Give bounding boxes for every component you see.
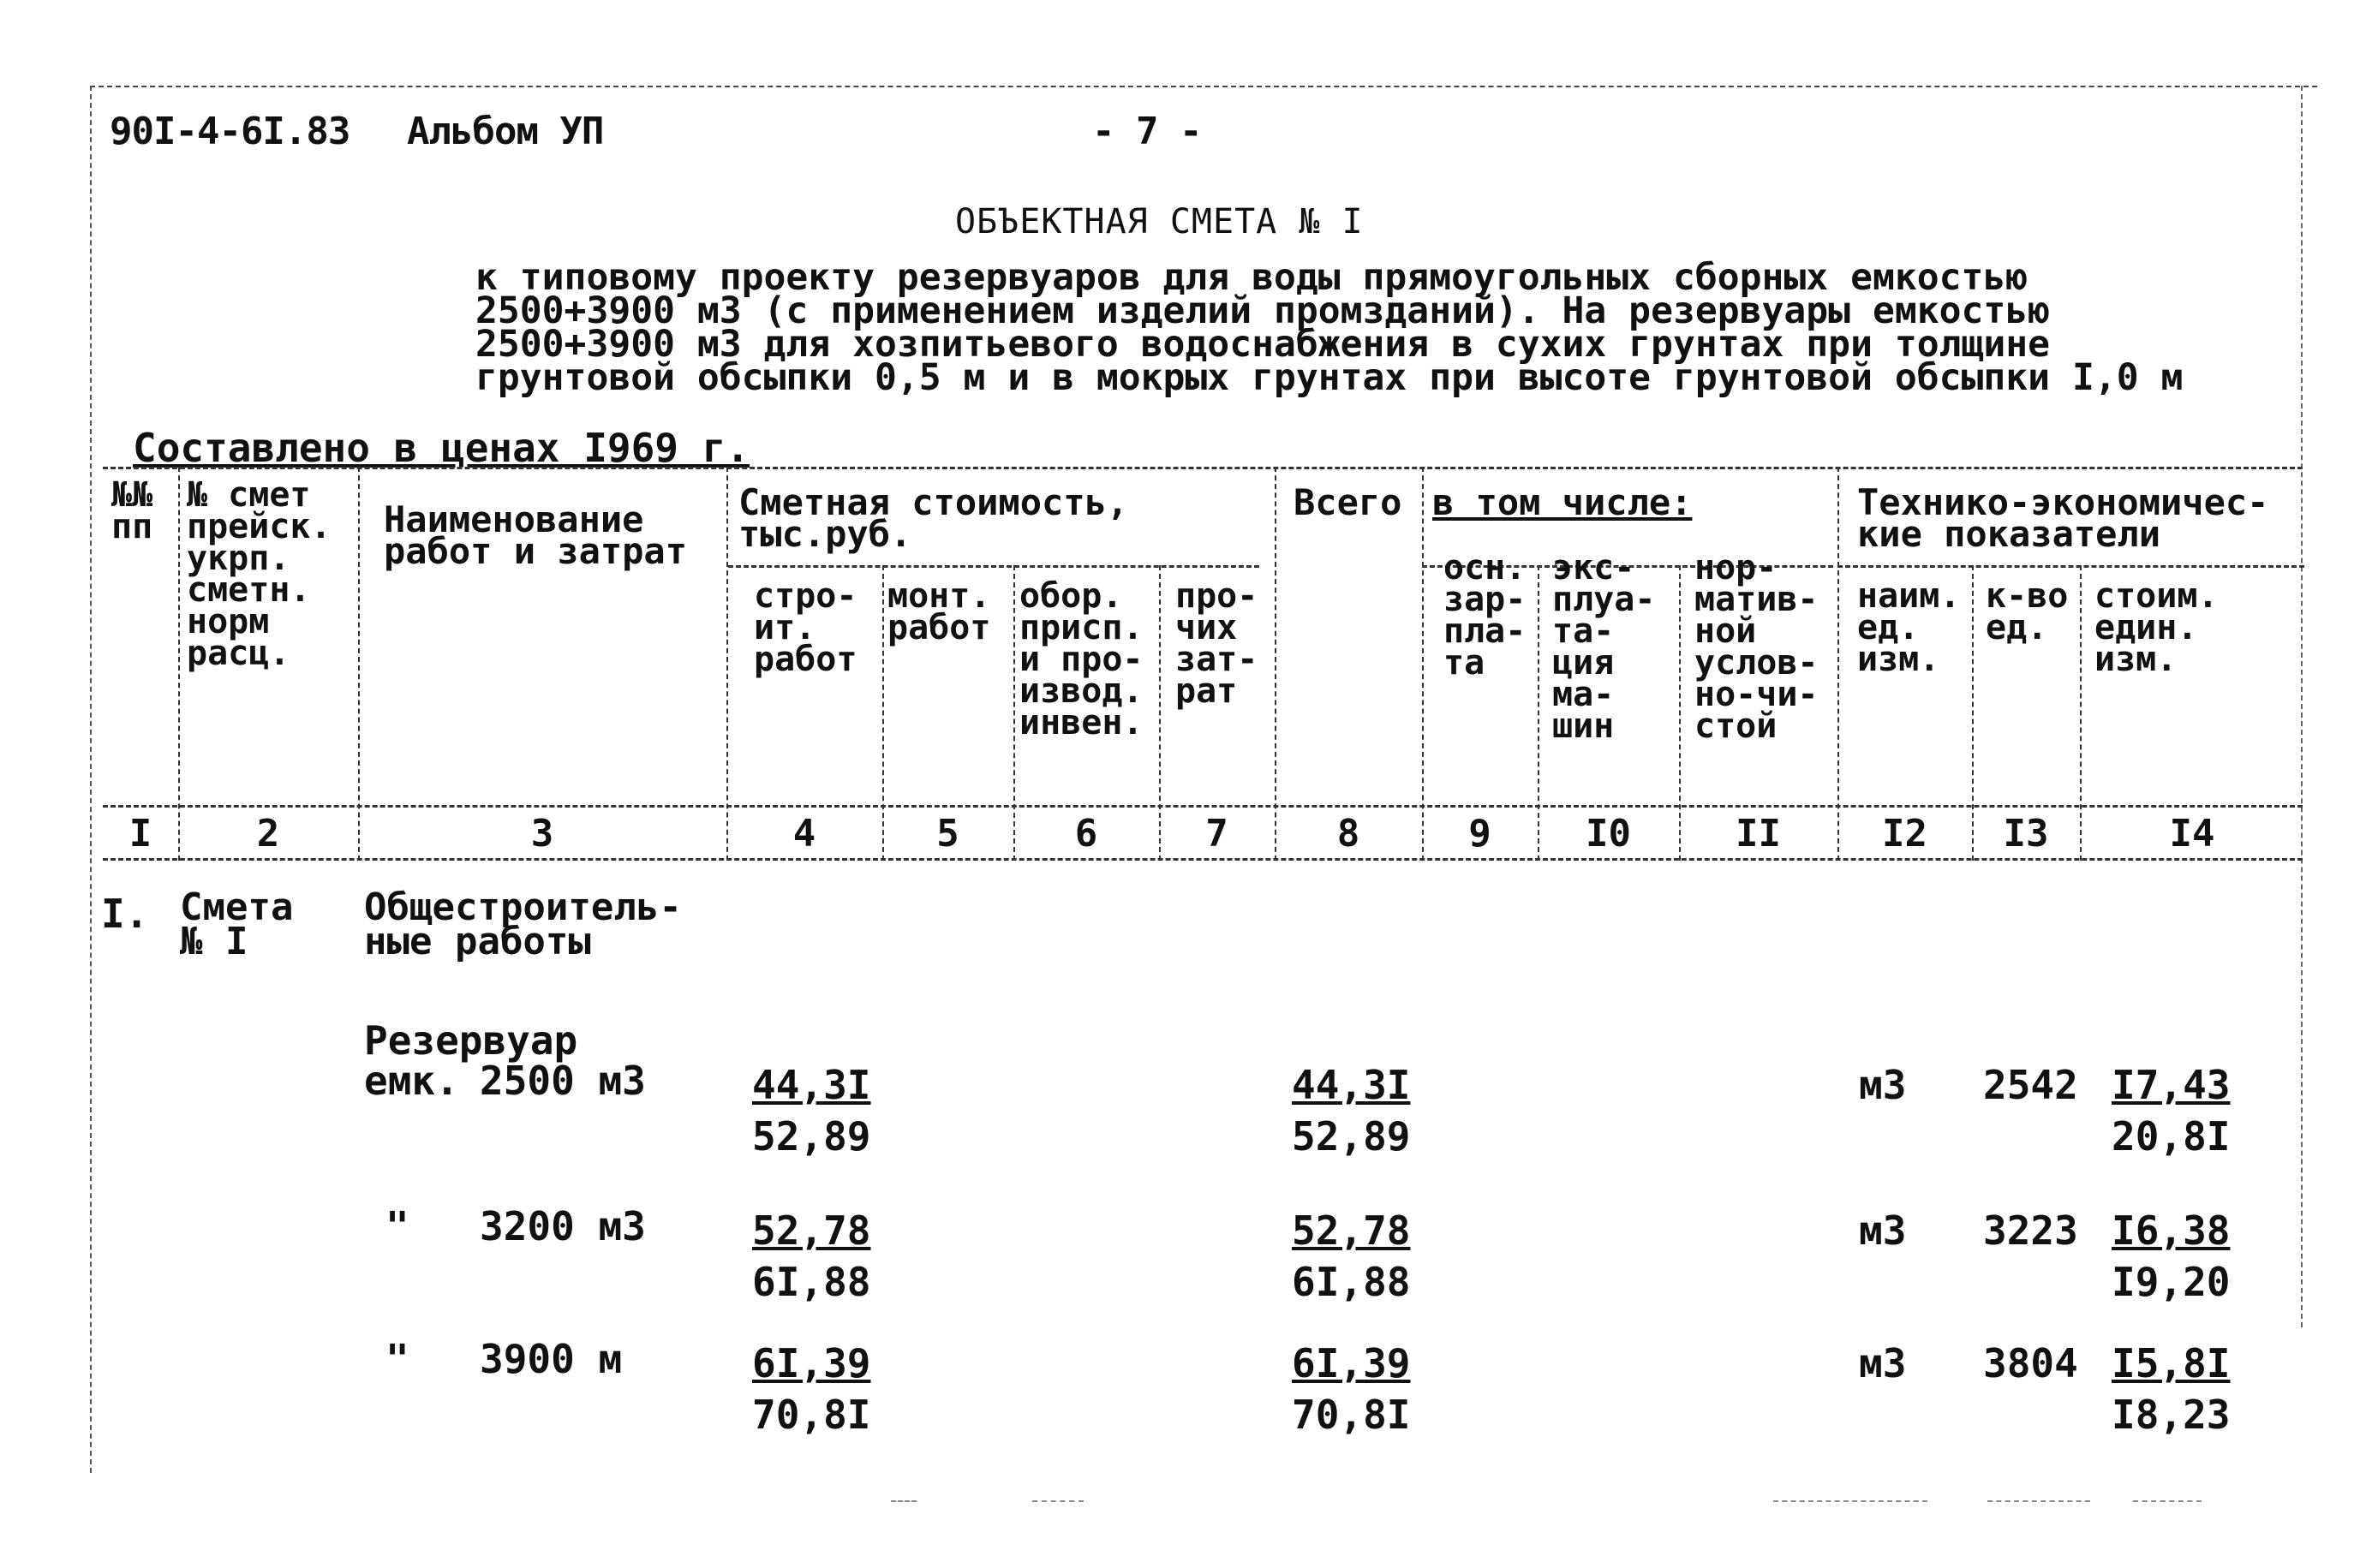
col-divider-7 — [1275, 467, 1276, 861]
col-divider-1 — [178, 467, 180, 861]
doc-code: 90I-4-6I.83 — [110, 110, 350, 153]
row1-quantity: 2542 — [1983, 1062, 2078, 1108]
header-unit-name: наим. ед. изм. — [1857, 576, 1961, 679]
column-number-10: I0 — [1586, 812, 1631, 856]
scan-artifact — [1032, 1500, 1084, 1502]
column-number-13: I3 — [2003, 812, 2049, 856]
intro-line-2: 2500+3900 м3 (с применением изделий промзданий). На резервуары емкостью — [475, 289, 2051, 332]
row3-construction-top: 6I,39 — [752, 1340, 871, 1386]
intro-line-3: 2500+3900 м3 для хозпитьевого водоснабжения в сухих грунтах при толщине — [475, 323, 2051, 366]
row1-unit-cost-bottom: 20,8I — [2112, 1113, 2231, 1160]
page-frame-left — [90, 86, 92, 1473]
column-number-3: 3 — [530, 812, 554, 856]
header-estimate-ref: № смет прейск. укрп. сметн. норм расц. — [187, 475, 332, 673]
header-base-salary: осн. зар- пла- та — [1443, 548, 1527, 683]
row2-total-bottom: 6I,88 — [1292, 1259, 1411, 1305]
col-divider-8 — [1422, 467, 1424, 861]
row3-quantity: 3804 — [1983, 1340, 2078, 1386]
column-number-5: 5 — [936, 812, 959, 856]
row1-unit-cost-top: I7,43 — [2112, 1062, 2231, 1108]
row1-total-bottom: 52,89 — [1292, 1113, 1411, 1160]
album-label: Альбом УП — [407, 110, 604, 153]
compiled-in-prices: Составлено в ценах I969 г. — [133, 425, 750, 471]
header-other-costs: про- чих зат- рат — [1175, 576, 1258, 711]
header-cost-group: Сметная стоимость, тыс.руб. — [738, 481, 1129, 555]
row1-unit: м3 — [1859, 1062, 1907, 1108]
header-tech-econ-group: Технико-экономичес- кие показатели — [1857, 481, 2269, 555]
tech-group-rule — [1837, 565, 2304, 568]
row2-unit-cost-bottom: I9,20 — [2112, 1259, 2231, 1305]
header-unit-quantity: к-во ед. — [1986, 576, 2069, 647]
row2-quantity: 3223 — [1983, 1207, 2078, 1254]
col-divider-2 — [358, 467, 360, 861]
row2-ditto-mark: " — [385, 1203, 409, 1249]
column-number-4: 4 — [792, 812, 816, 856]
row2-construction-bottom: 6I,88 — [752, 1259, 871, 1305]
page-frame-right — [2301, 86, 2303, 1327]
row3-unit: м3 — [1859, 1340, 1907, 1386]
row1-name-line2: емк. — [364, 1058, 459, 1104]
column-number-2: 2 — [256, 812, 280, 856]
header-including-group: в том числе: — [1432, 481, 1693, 523]
scan-artifact — [1987, 1500, 2090, 1502]
page-number: - 7 - — [1092, 110, 1202, 153]
row1-total-top: 44,3I — [1292, 1062, 1411, 1108]
scan-artifact — [1773, 1500, 1927, 1502]
row3-total-bottom: 70,8I — [1292, 1392, 1411, 1438]
row3-unit-cost-top: I5,8I — [2112, 1340, 2231, 1386]
header-item-number: №№ пп — [111, 475, 153, 546]
header-installation-works: монт. работ — [887, 576, 991, 647]
column-number-7: 7 — [1205, 812, 1228, 856]
column-number-6: 6 — [1074, 812, 1098, 856]
row2-capacity: 3200 м3 — [480, 1203, 646, 1249]
document-title: ОБЪЕКТНАЯ СМЕТА № I — [955, 202, 1364, 241]
section-name: Общестроитель- ные работы — [364, 885, 682, 963]
row3-construction-bottom: 70,8I — [752, 1392, 871, 1438]
header-normative-net: нор- матив- ной услов- но-чи- стой — [1694, 548, 1819, 746]
row3-capacity: 3900 м — [480, 1336, 623, 1382]
row1-construction-bottom: 52,89 — [752, 1113, 871, 1160]
row1-name-line1: Резервуар — [364, 1017, 578, 1064]
page-frame-top — [90, 86, 2317, 87]
header-construction-works: стро- ит. работ — [754, 576, 857, 679]
row1-construction-top: 44,3I — [752, 1062, 871, 1108]
header-total: Всего — [1294, 481, 1402, 523]
row3-total-top: 6I,39 — [1292, 1340, 1411, 1386]
intro-line-4: грунтовой обсыпки 0,5 м и в мокрых грунтах при высоте грунтовой обсыпки I,0 м — [475, 356, 2184, 399]
intro-line-1: к типовому проекту резервуаров для воды прямоугольных сборных емкостью — [475, 256, 2028, 299]
section-estimate: Смета № I — [180, 885, 294, 963]
header-equipment: обор. присп. и про- извод. инвен. — [1019, 576, 1144, 742]
row2-unit-cost-top: I6,38 — [2112, 1207, 2231, 1254]
col-divider-11 — [1837, 467, 1839, 861]
column-number-8: 8 — [1336, 812, 1360, 856]
row2-unit: м3 — [1859, 1207, 1907, 1254]
header-work-name: Наименование работ и затрат — [384, 498, 688, 572]
row3-unit-cost-bottom: I8,23 — [2112, 1392, 2231, 1438]
section-number: I. — [101, 891, 149, 937]
scan-artifact — [2133, 1500, 2202, 1502]
column-number-1: I — [128, 812, 152, 856]
row3-ditto-mark: " — [385, 1336, 409, 1382]
column-number-12: I2 — [1882, 812, 1927, 856]
header-machine-operation: экс- плуа- та- ция ма- шин — [1552, 548, 1656, 746]
cost-group-rule — [728, 565, 1259, 568]
table-top-rule — [103, 467, 2303, 469]
column-number-14: I4 — [2169, 812, 2215, 856]
scan-artifact — [891, 1500, 917, 1502]
column-number-11: II — [1736, 812, 1781, 856]
column-number-9: 9 — [1468, 812, 1491, 856]
row2-total-top: 52,78 — [1292, 1207, 1411, 1254]
row2-construction-top: 52,78 — [752, 1207, 871, 1254]
header-unit-cost: стоим. един. изм. — [2094, 576, 2219, 679]
row1-capacity: 2500 м3 — [480, 1058, 646, 1104]
col-divider-3 — [726, 467, 728, 861]
